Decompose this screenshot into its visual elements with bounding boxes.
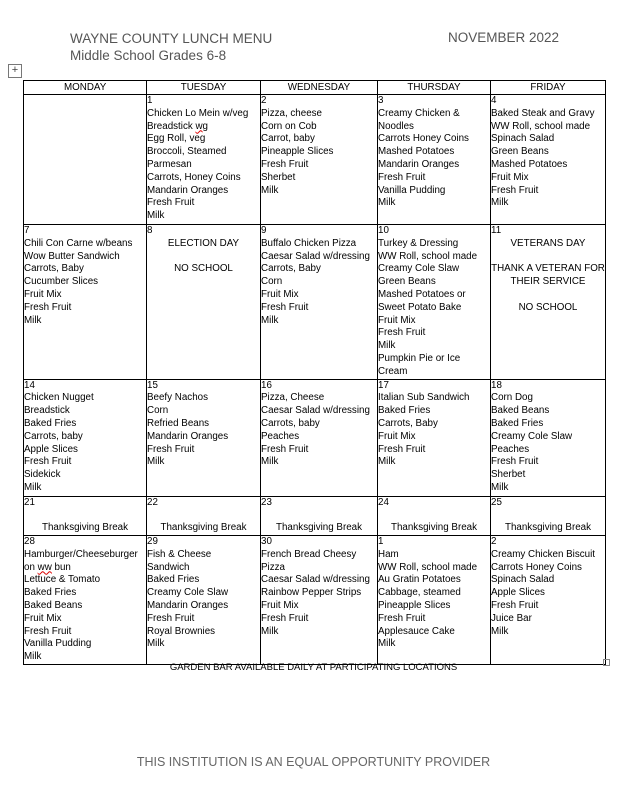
menu-item: Milk bbox=[378, 638, 396, 650]
menu-weeks bbox=[24, 95, 606, 665]
menu-item: Milk bbox=[378, 340, 396, 352]
menu-item: Italian Sub Sandwich bbox=[378, 392, 470, 404]
day-cell bbox=[24, 379, 147, 496]
menu-item: Corn Dog bbox=[491, 392, 533, 404]
menu-item: Mashed Potatoes bbox=[491, 158, 568, 170]
menu-title: WAYNE COUNTY LUNCH MENU bbox=[70, 31, 273, 46]
menu-item: Wow Butter Sandwich bbox=[24, 250, 120, 262]
day-cell bbox=[147, 535, 261, 664]
menu-item: Carrots Honey Coins bbox=[491, 561, 582, 573]
day-cell bbox=[261, 496, 378, 535]
day-number: 30 bbox=[261, 535, 272, 547]
menu-item: Egg Roll, veg bbox=[147, 133, 206, 145]
day-number: 1 bbox=[378, 535, 384, 547]
menu-item: Spinach Salad bbox=[491, 133, 555, 145]
menu-item: Fresh Fruit bbox=[378, 612, 426, 624]
menu-item: Chili Con Carne w/beans bbox=[24, 237, 133, 249]
day-number: 18 bbox=[491, 379, 502, 391]
menu-item: Mandarin Oranges bbox=[147, 184, 229, 196]
menu-item: Fresh Fruit bbox=[24, 301, 72, 313]
menu-subtitle: Middle School Grades 6-8 bbox=[70, 48, 227, 63]
menu-item: Fresh Fruit bbox=[24, 625, 72, 637]
day-cell bbox=[261, 95, 378, 225]
menu-item: Applesauce Cake bbox=[378, 625, 455, 637]
menu-item: Ham bbox=[378, 548, 399, 560]
day-number: 3 bbox=[378, 95, 384, 106]
menu-item: Fresh Fruit bbox=[261, 443, 309, 455]
menu-item: Milk bbox=[24, 314, 42, 326]
menu-item: Vanilla Pudding bbox=[378, 184, 446, 196]
menu-item: Milk bbox=[24, 651, 42, 663]
day-cell bbox=[261, 379, 378, 496]
menu-item: Breadstick wg bbox=[147, 120, 209, 132]
menu-item: Mandarin Oranges bbox=[147, 430, 229, 442]
menu-item: Cabbage, steamed bbox=[378, 587, 461, 599]
menu-item: Peaches bbox=[261, 430, 300, 442]
spacer bbox=[378, 509, 490, 522]
table-move-handle-icon[interactable]: + bbox=[8, 64, 22, 78]
menu-item: French Bread Cheesy bbox=[261, 548, 357, 560]
menu-item: Corn bbox=[147, 405, 169, 417]
menu-item: Fresh Fruit bbox=[491, 184, 539, 196]
menu-item: Sandwich bbox=[147, 561, 190, 573]
menu-item: Thanksgiving Break bbox=[41, 522, 129, 534]
day-cell bbox=[24, 535, 147, 664]
menu-item: Thanksgiving Break bbox=[504, 522, 592, 534]
menu-item: Fruit Mix bbox=[378, 430, 416, 442]
day-number: 21 bbox=[24, 496, 35, 508]
menu-item: Milk bbox=[491, 481, 509, 493]
menu-item: Baked Fries bbox=[378, 405, 431, 417]
menu-item: Fruit Mix bbox=[24, 288, 62, 300]
week-row bbox=[24, 379, 606, 496]
spacer bbox=[147, 251, 260, 264]
weekday-header: THURSDAY bbox=[378, 81, 491, 95]
day-cell bbox=[378, 225, 491, 380]
menu-item: Corn bbox=[261, 276, 283, 288]
day-number: 23 bbox=[261, 496, 272, 508]
menu-item: Apple Slices bbox=[24, 443, 78, 455]
menu-item: Milk bbox=[24, 481, 42, 493]
menu-item: Thanksgiving Break bbox=[390, 522, 478, 534]
menu-item: Mashed Potatoes bbox=[378, 146, 455, 158]
day-number: 24 bbox=[378, 496, 389, 508]
menu-item: Caesar Salad w/dressing bbox=[261, 250, 370, 262]
day-number: 7 bbox=[24, 225, 30, 236]
day-cell bbox=[24, 496, 147, 535]
day-number: 22 bbox=[147, 496, 158, 508]
menu-item: Parmesan bbox=[147, 158, 192, 170]
spacer bbox=[491, 509, 605, 522]
day-cell bbox=[378, 496, 491, 535]
menu-item: Green Beans bbox=[378, 276, 436, 288]
menu-item: Baked Fries bbox=[491, 417, 544, 429]
menu-item: Fresh Fruit bbox=[147, 197, 195, 209]
day-cell bbox=[491, 95, 606, 225]
menu-item: ELECTION DAY bbox=[167, 237, 240, 249]
day-number: 15 bbox=[147, 379, 158, 391]
menu-item: Carrots, baby bbox=[261, 417, 320, 429]
spacer bbox=[491, 289, 605, 302]
day-number: 10 bbox=[378, 225, 389, 236]
menu-item: Creamy Chicken & bbox=[378, 107, 460, 119]
menu-item: Baked Fries bbox=[24, 417, 77, 429]
week-row bbox=[24, 95, 606, 225]
day-cell bbox=[147, 379, 261, 496]
menu-item: Baked Beans bbox=[491, 405, 550, 417]
menu-item: THANK A VETERAN FOR bbox=[491, 263, 605, 275]
menu-item: Milk bbox=[491, 197, 509, 209]
menu-item: Lettuce & Tomato bbox=[24, 574, 101, 586]
menu-item: Turkey & Dressing bbox=[378, 237, 459, 249]
spacer bbox=[147, 509, 260, 522]
weekday-header: TUESDAY bbox=[147, 81, 261, 95]
menu-item: Carrots Honey Coins bbox=[378, 133, 469, 145]
menu-item: Carrots, Honey Coins bbox=[147, 171, 241, 183]
day-number: 8 bbox=[147, 225, 153, 236]
menu-item: WW Roll, school made bbox=[378, 561, 478, 573]
spellcheck-word: ww bbox=[37, 561, 52, 573]
menu-item: Fruit Mix bbox=[261, 599, 299, 611]
menu-item: Chicken Nugget bbox=[24, 392, 94, 404]
menu-item: Rainbow Pepper Strips bbox=[261, 587, 362, 599]
menu-item: Pizza, cheese bbox=[261, 107, 322, 119]
weekday-header: FRIDAY bbox=[491, 81, 606, 95]
menu-item: Pineapple Slices bbox=[261, 146, 334, 158]
menu-item: Hamburger/Cheeseburger bbox=[24, 548, 138, 560]
day-number: 25 bbox=[491, 496, 502, 508]
menu-month: NOVEMBER 2022 bbox=[447, 30, 559, 45]
menu-item: Cucumber Slices bbox=[24, 276, 99, 288]
day-cell bbox=[491, 535, 606, 664]
menu-item: Green Beans bbox=[491, 146, 549, 158]
menu-item: NO SCHOOL bbox=[174, 263, 233, 275]
day-cell bbox=[24, 225, 147, 380]
menu-item: on ww bun bbox=[24, 561, 71, 573]
day-cell bbox=[378, 379, 491, 496]
day-cell bbox=[491, 496, 606, 535]
menu-item: Fresh Fruit bbox=[261, 301, 309, 313]
spacer bbox=[491, 251, 605, 264]
menu-item: Mandarin Oranges bbox=[378, 158, 460, 170]
menu-item: Breadstick bbox=[24, 405, 70, 417]
weekday-header: MONDAY bbox=[24, 81, 147, 95]
menu-item: Milk bbox=[147, 638, 165, 650]
menu-item: Sweet Potato Bake bbox=[378, 301, 462, 313]
day-number: 4 bbox=[491, 95, 497, 106]
spacer bbox=[24, 509, 146, 522]
menu-item: Cream bbox=[378, 365, 408, 377]
menu-item: Broccoli, Steamed bbox=[147, 146, 227, 158]
menu-item: VETERANS DAY bbox=[510, 237, 586, 249]
day-cell bbox=[24, 95, 147, 225]
menu-item: Milk bbox=[378, 456, 396, 468]
menu-item: Refried Beans bbox=[147, 417, 210, 429]
menu-item: Fresh Fruit bbox=[491, 456, 539, 468]
day-number: 17 bbox=[378, 379, 389, 391]
menu-item: Milk bbox=[491, 625, 509, 637]
day-cell bbox=[147, 95, 261, 225]
menu-item: Pizza, Cheese bbox=[261, 392, 325, 404]
day-number: 14 bbox=[24, 379, 35, 391]
menu-item: Thanksgiving Break bbox=[160, 522, 247, 534]
menu-item: Milk bbox=[261, 314, 279, 326]
menu-item: NO SCHOOL bbox=[518, 301, 578, 313]
day-cell bbox=[261, 225, 378, 380]
menu-item: Mandarin Oranges bbox=[147, 599, 229, 611]
day-cell bbox=[491, 379, 606, 496]
week-row bbox=[24, 535, 606, 664]
menu-item: Noodles bbox=[378, 120, 414, 132]
menu-item: Milk bbox=[147, 456, 165, 468]
garden-bar-note: GARDEN BAR AVAILABLE DAILY AT PARTICIPATING LOCATIONS bbox=[169, 662, 458, 673]
menu-item: Milk bbox=[261, 625, 279, 637]
menu-item: Fresh Fruit bbox=[261, 158, 309, 170]
menu-item: Pineapple Slices bbox=[378, 599, 451, 611]
menu-item: WW Roll, school made bbox=[378, 250, 478, 262]
menu-item: Creamy Cole Slaw bbox=[491, 430, 573, 442]
day-number: 16 bbox=[261, 379, 272, 391]
day-number: 29 bbox=[147, 535, 158, 547]
day-cell bbox=[378, 95, 491, 225]
menu-item: Sherbet bbox=[261, 171, 296, 183]
day-number: 2 bbox=[491, 535, 497, 547]
menu-item: Beefy Nachos bbox=[147, 392, 208, 404]
menu-item: Baked Fries bbox=[147, 574, 200, 586]
day-cell bbox=[261, 535, 378, 664]
day-number: 11 bbox=[491, 225, 502, 236]
day-cell bbox=[147, 496, 261, 535]
lunch-menu-table bbox=[23, 80, 606, 665]
day-cell bbox=[491, 225, 606, 380]
menu-item: Fresh Fruit bbox=[491, 599, 539, 611]
menu-item: Fish & Cheese bbox=[147, 548, 212, 560]
menu-item: Milk bbox=[261, 456, 279, 468]
menu-item: Milk bbox=[261, 184, 279, 196]
menu-item: Caesar Salad w/dressing bbox=[261, 574, 370, 586]
menu-item: Fruit Mix bbox=[378, 314, 416, 326]
menu-item: Vanilla Pudding bbox=[24, 638, 92, 650]
menu-item: Fresh Fruit bbox=[147, 612, 195, 624]
menu-item: Baked Fries bbox=[24, 587, 77, 599]
menu-item: Mashed Potatoes or bbox=[378, 288, 466, 300]
day-number: 2 bbox=[261, 95, 267, 106]
menu-item: Fresh Fruit bbox=[378, 443, 426, 455]
menu-item: Fruit Mix bbox=[491, 171, 529, 183]
menu-item: Apple Slices bbox=[491, 587, 545, 599]
spellcheck-word: wg bbox=[195, 120, 209, 132]
menu-item: Peaches bbox=[491, 443, 530, 455]
menu-item: Pizza bbox=[261, 561, 285, 573]
week-row bbox=[24, 496, 606, 535]
menu-item: Fresh Fruit bbox=[147, 443, 195, 455]
day-number: 9 bbox=[261, 225, 267, 236]
menu-header bbox=[70, 30, 272, 64]
equal-opportunity-statement: THIS INSTITUTION IS AN EQUAL OPPORTUNITY PROVIDER bbox=[136, 755, 491, 769]
menu-item: Caesar Salad w/dressing bbox=[261, 405, 370, 417]
menu-item: Carrots, Baby bbox=[261, 263, 321, 275]
menu-item: Fruit Mix bbox=[261, 288, 299, 300]
menu-item: Fresh Fruit bbox=[378, 327, 426, 339]
week-row bbox=[24, 225, 606, 380]
menu-item: Thanksgiving Break bbox=[275, 522, 363, 534]
menu-item: Corn on Cob bbox=[261, 120, 317, 132]
day-number: 1 bbox=[147, 95, 153, 106]
menu-item: Sherbet bbox=[491, 469, 526, 481]
day-cell bbox=[147, 225, 261, 380]
menu-item: Carrot, baby bbox=[261, 133, 315, 145]
menu-item: Carrots, Baby bbox=[378, 417, 438, 429]
menu-item: WW Roll, school made bbox=[491, 120, 591, 132]
menu-item: Pumpkin Pie or Ice bbox=[378, 352, 461, 364]
menu-item: Royal Brownies bbox=[147, 625, 216, 637]
menu-item: Fruit Mix bbox=[24, 612, 62, 624]
menu-item: Carrots, baby bbox=[24, 430, 83, 442]
weekday-header-row bbox=[24, 81, 606, 95]
menu-item: Fresh Fruit bbox=[24, 456, 72, 468]
menu-item: Au Gratin Potatoes bbox=[378, 574, 461, 586]
weekday-header: WEDNESDAY bbox=[261, 81, 378, 95]
day-cell bbox=[378, 535, 491, 664]
menu-item: Fresh Fruit bbox=[261, 612, 309, 624]
menu-item: Milk bbox=[147, 210, 165, 222]
menu-item: Buffalo Chicken Pizza bbox=[261, 237, 357, 249]
menu-item: Sidekick bbox=[24, 469, 61, 481]
menu-item: Baked Beans bbox=[24, 599, 83, 611]
menu-item: Baked Steak and Gravy bbox=[491, 107, 595, 119]
menu-item: Chicken Lo Mein w/veg bbox=[147, 107, 249, 119]
menu-item: Fresh Fruit bbox=[378, 171, 426, 183]
menu-item: Juice Bar bbox=[491, 612, 532, 624]
day-number: 28 bbox=[24, 535, 35, 547]
spacer bbox=[261, 509, 377, 522]
menu-item: Spinach Salad bbox=[491, 574, 555, 586]
menu-item: Creamy Cole Slaw bbox=[147, 587, 229, 599]
menu-item: Creamy Chicken Biscuit bbox=[491, 548, 595, 560]
menu-item: Creamy Cole Slaw bbox=[378, 263, 460, 275]
menu-item: THEIR SERVICE bbox=[510, 276, 586, 288]
menu-item: Carrots, Baby bbox=[24, 263, 84, 275]
menu-item: Milk bbox=[378, 197, 396, 209]
